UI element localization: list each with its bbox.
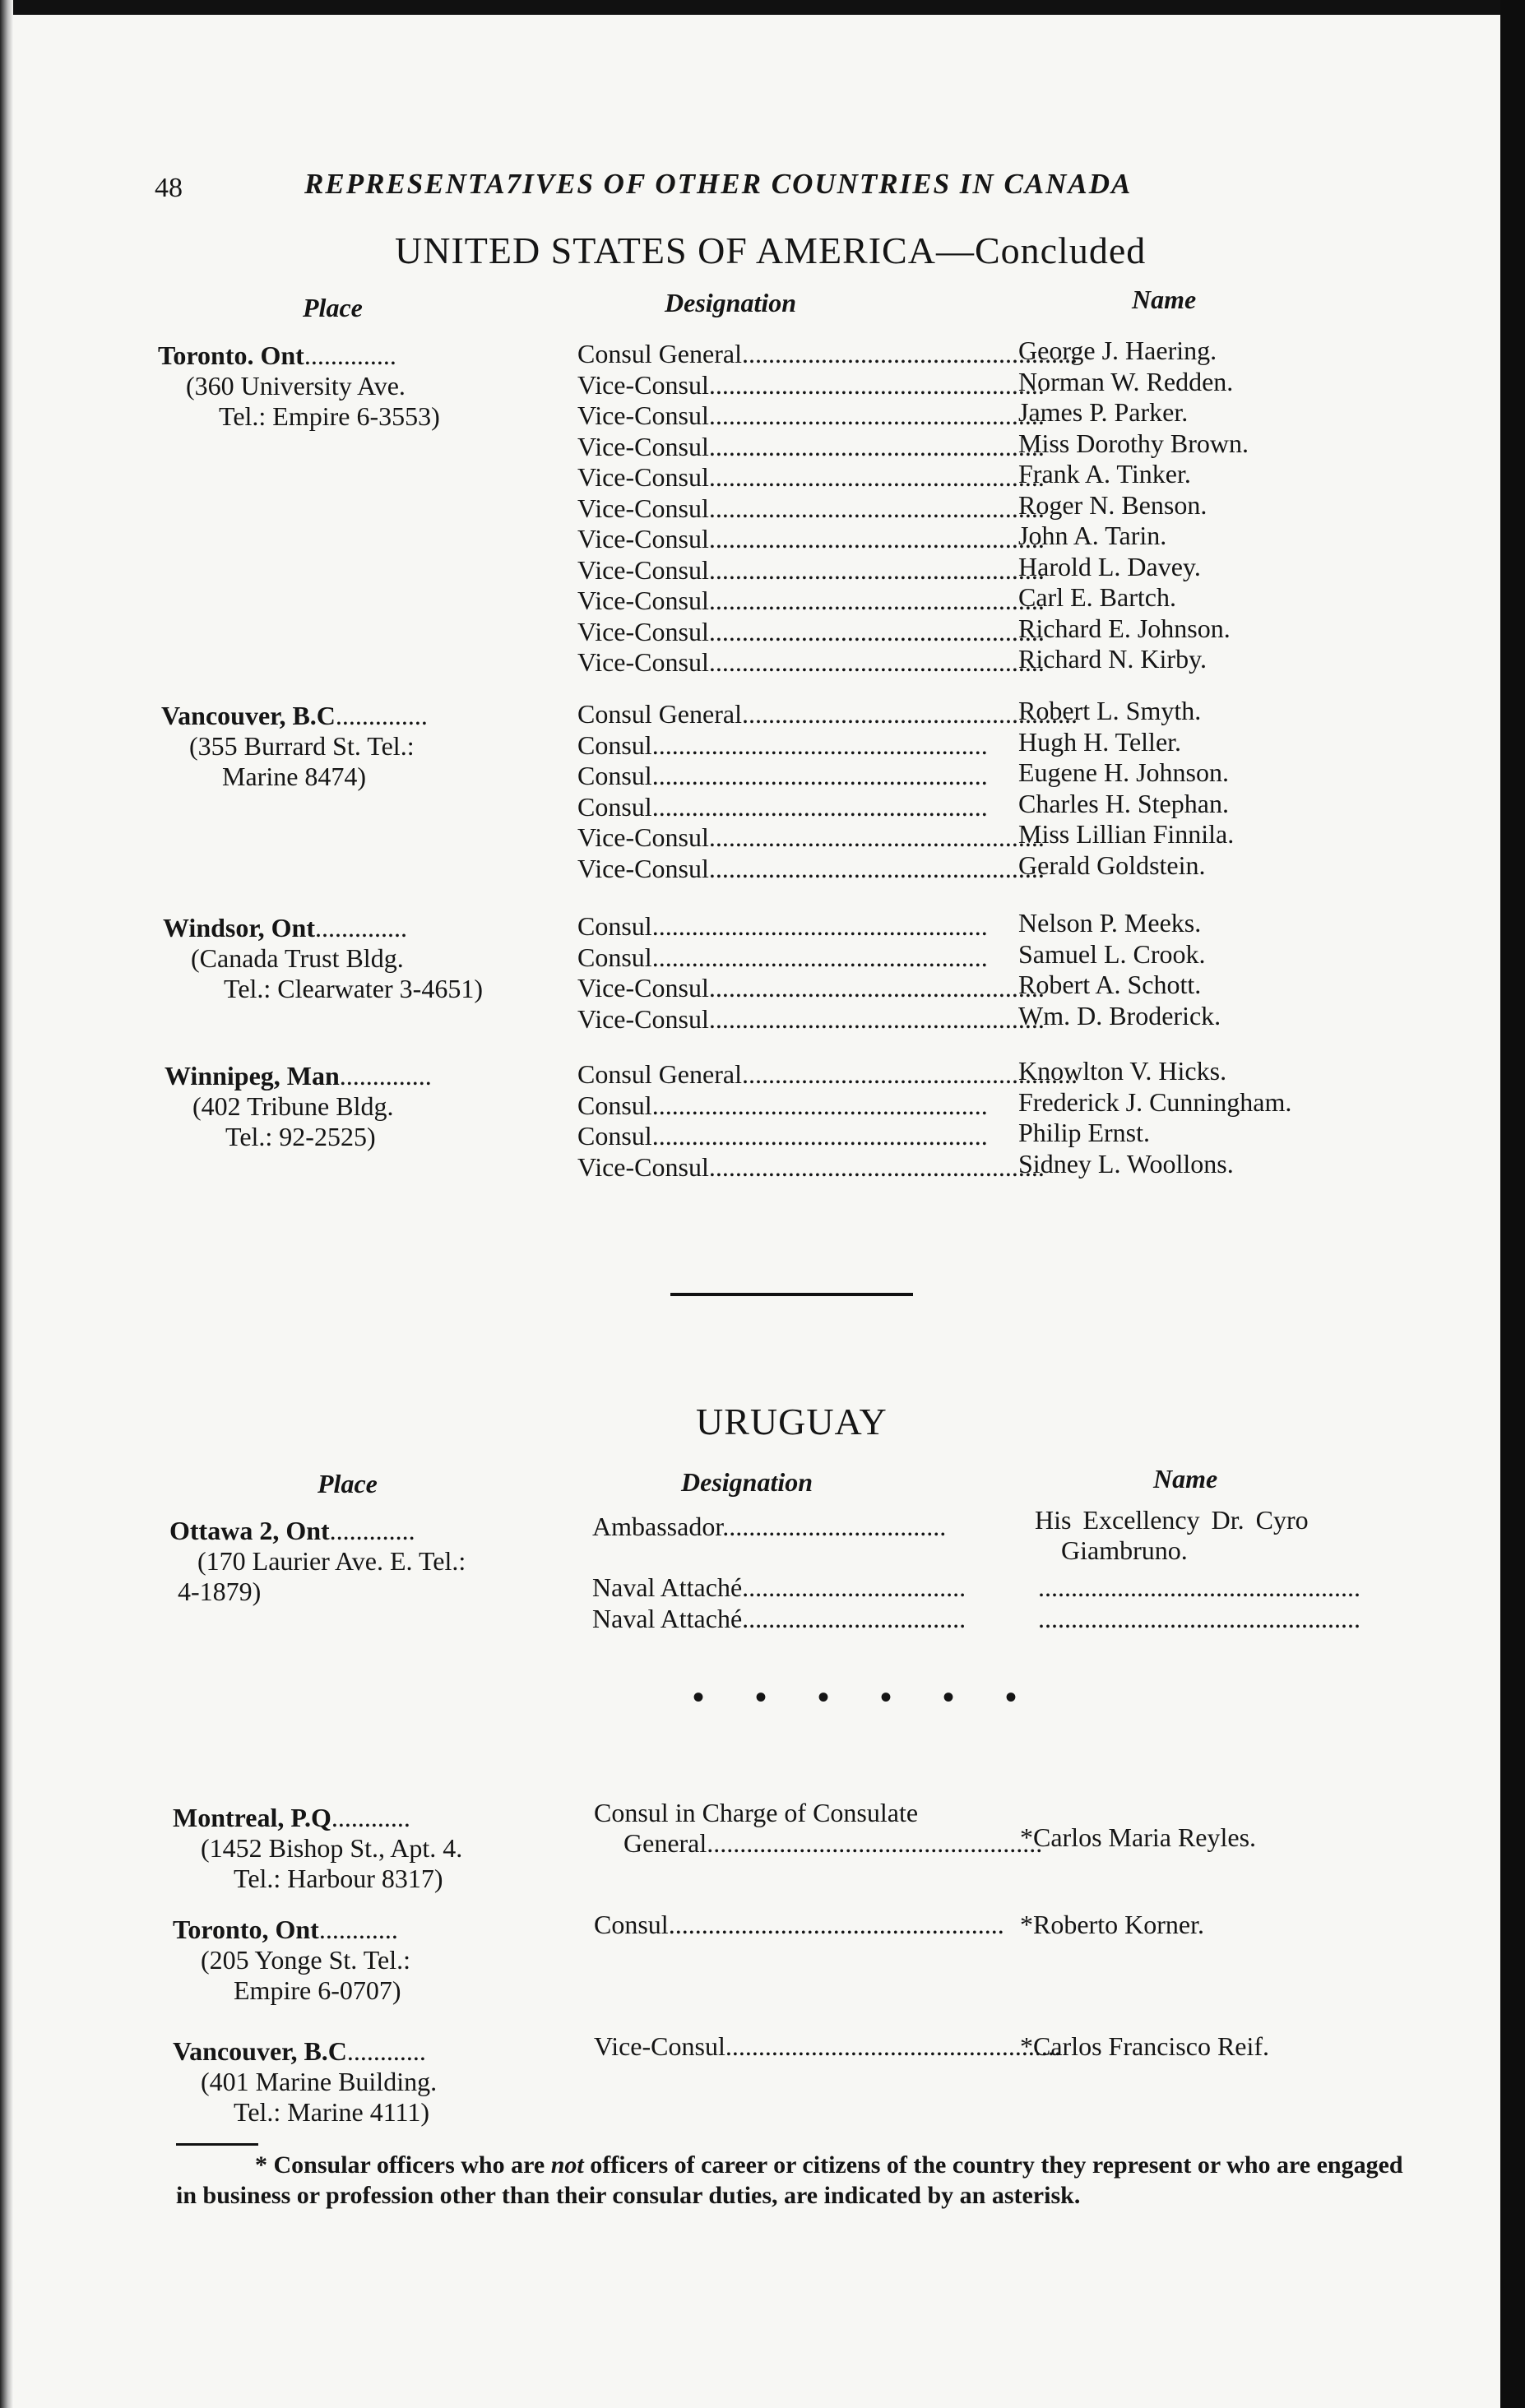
name-cell: Harold L. Davey. [1018, 551, 1201, 581]
leader-dots: ................................................... [708, 1151, 1045, 1182]
name-cell: Richard N. Kirby. [1018, 644, 1207, 674]
name-cell: Roger N. Benson. [1018, 489, 1207, 520]
designation-line [594, 1828, 1043, 1859]
name-cell: John A. Tarin. [1018, 521, 1167, 550]
uruguay-col-place: Place [318, 1469, 378, 1498]
designation-cell [577, 699, 1078, 729]
designation-cell [577, 339, 1078, 369]
address-line: Tel.: Marine 4111) [234, 2097, 429, 2127]
footnote-emphasis: not [550, 2151, 584, 2179]
designation-text: Naval Attaché [592, 1604, 743, 1633]
name-cell: Eugene H. Johnson. [1018, 757, 1229, 787]
designation-text: Consul [577, 729, 652, 760]
designation-text: Vice-Consul [577, 647, 709, 677]
designation-text: Vice-Consul [577, 524, 709, 553]
name-cell: James P. Parker. [1018, 397, 1189, 427]
place-line [158, 340, 553, 371]
usa-col-name: Name [1132, 285, 1197, 314]
place-line [161, 701, 556, 731]
designation-cell [577, 493, 1045, 524]
running-title: REPRESENTA7IVES OF OTHER COUNTRIES IN CANADA [304, 168, 1133, 200]
designation-text: Vice-Consul [577, 973, 709, 1003]
name-cell: Sidney L. Woollons. [1018, 1148, 1234, 1179]
leader-dots: ................................................... [741, 699, 1078, 729]
leader-dots: ................................................... [708, 853, 1045, 883]
leader-dots: ................................................... [741, 1059, 1078, 1089]
name-vacant: ................................................. [1038, 1604, 1360, 1633]
address-line: (170 Laurier Ave. E. Tel.: [197, 1546, 466, 1576]
leader-dots: ................................................... [668, 1910, 1004, 1939]
leader-dots: ............ [331, 1803, 410, 1832]
place-entry [161, 701, 556, 792]
name-cell: Gerald Goldstein. [1018, 850, 1206, 880]
name-cell: Robert A. Schott. [1018, 970, 1202, 999]
address-line: Tel.: 92-2525) [225, 1122, 376, 1151]
leader-dots: ................................................... [708, 1003, 1045, 1034]
consulate-place [173, 1803, 568, 1894]
designation-cell [577, 554, 1045, 586]
leader-dots: ................................................... [725, 2031, 1061, 2061]
leader-dots: ................................................... [708, 524, 1045, 553]
name-cell: George J. Haering. [1018, 336, 1217, 365]
footnote-rule [176, 2143, 258, 2146]
usa-col-place: Place [303, 293, 363, 322]
designation-cell [577, 1121, 988, 1151]
address-line: Tel.: Clearwater 3-4651) [224, 974, 483, 1003]
designation-text: Consul General [577, 699, 742, 729]
leader-dots: ................................................... [651, 1121, 988, 1151]
leader-dots: ................................................... [651, 942, 988, 972]
leader-dots: ................................................... [708, 647, 1045, 677]
designation-text: Consul General [577, 1059, 742, 1089]
footnote-text-after: officers of career or citizens of the country they represent or who are engaged in business or profession other than their consular duties, are indicated by an asterisk. [176, 2151, 1403, 2209]
designation-text: Consul [594, 1910, 669, 1939]
place-line [173, 1803, 568, 1833]
designation-text: Consul General [577, 339, 742, 368]
place-name: Vancouver, B.C [161, 701, 336, 730]
designation-text: Vice-Consul [577, 431, 709, 461]
place-name: Winnipeg, Man [165, 1061, 340, 1091]
address-line: (402 Tribune Bldg. [192, 1091, 394, 1121]
page-number: 48 [155, 173, 183, 203]
name-cell: Samuel L. Crook. [1018, 938, 1206, 969]
place-name: Montreal, P.Q [173, 1803, 331, 1832]
dot-separator: • • • • • • [693, 1679, 1039, 1716]
uruguay-col-name: Name [1153, 1464, 1218, 1493]
leader-dots: .................................. [722, 1512, 947, 1541]
name-vacant: ................................................. [1038, 1572, 1360, 1602]
designation-text: Consul [577, 942, 652, 972]
consulate-place [173, 2036, 568, 2128]
name-text: Giambruno. [1061, 1535, 1188, 1565]
leader-dots: .............. [339, 1061, 432, 1091]
name-cell: Norman W. Redden. [1018, 366, 1234, 396]
name-cell: Charles H. Stephan. [1018, 788, 1229, 818]
designation-cell [577, 616, 1045, 647]
leader-dots: ................................................... [708, 369, 1045, 400]
name-cell: *Carlos Francisco Reif. [1020, 2031, 1270, 2061]
leader-dots: .............. [314, 913, 407, 942]
leader-dots: ................................................... [708, 616, 1045, 646]
address-line: Tel.: Empire 6-3553) [219, 401, 440, 431]
leader-dots: .................................. [742, 1604, 966, 1633]
leader-dots: ................................................... [741, 339, 1078, 368]
designation-cell [592, 1604, 999, 1634]
designation-text: Consul [577, 1090, 652, 1120]
designation-line [594, 2031, 1061, 2062]
uruguay-col-designation: Designation [681, 1467, 813, 1497]
designation-text: Vice-Consul [577, 462, 709, 492]
leader-dots: ................................................... [651, 729, 988, 760]
leader-dots: ............ [346, 2036, 426, 2066]
designation-cell [577, 1090, 988, 1121]
section-divider [670, 1293, 913, 1296]
address-line: Tel.: Harbour 8317) [234, 1864, 443, 1893]
leader-dots: ................................................... [708, 822, 1045, 852]
designation-cell [594, 1798, 1043, 1859]
footnote-marker: * [255, 2151, 267, 2179]
designation-line [594, 1910, 1005, 1940]
designation-cell [577, 853, 1045, 884]
leader-dots: ............ [318, 1915, 398, 1944]
name-cell: Wm. D. Broderick. [1018, 1000, 1221, 1030]
address-line: (205 Yonge St. Tel.: [201, 1945, 410, 1975]
footnote-text-before: Consular officers who are [273, 2151, 551, 2179]
name-text: His Excellency Dr. Cyro [1035, 1505, 1309, 1535]
leader-dots: ............. [329, 1516, 415, 1545]
scan-edge-right [1500, 0, 1525, 2408]
name-cell: *Carlos Maria Reyles. [1020, 1822, 1257, 1852]
usa-col-designation: Designation [665, 288, 797, 317]
designation-text: Vice-Consul [577, 822, 709, 852]
designation-text: Vice-Consul [577, 401, 709, 430]
consulate-place [173, 1915, 568, 2006]
name-cell: Richard E. Johnson. [1018, 613, 1231, 643]
leader-dots: ................................................... [708, 462, 1045, 492]
name-cell: Frank A. Tinker. [1018, 459, 1191, 489]
scan-edge-top [0, 0, 1525, 15]
leader-dots: ................................................... [651, 911, 988, 941]
address-line: (1452 Bishop St., Apt. 4. [201, 1833, 463, 1863]
place-name: Ottawa 2, Ont [169, 1516, 330, 1545]
designation-text: Vice-Consul [577, 554, 709, 585]
designation-text: Naval Attaché [592, 1572, 743, 1602]
designation-text: General [623, 1828, 707, 1858]
name-cell: Carl E. Bartch. [1018, 582, 1176, 612]
leader-dots: ................................................... [708, 431, 1045, 461]
leader-dots: ................................................... [708, 493, 1045, 523]
designation-text: Vice-Consul [577, 853, 709, 883]
name-cell: Knowlton V. Hicks. [1018, 1056, 1227, 1086]
leader-dots: ................................................... [651, 1090, 988, 1120]
leader-dots: ................................................... [708, 973, 1045, 1003]
designation-cell [577, 911, 988, 942]
name-cell: Miss Dorothy Brown. [1018, 428, 1249, 458]
usa-section-title: UNITED STATES OF AMERICA—Concluded [395, 229, 1147, 271]
designation-cell [592, 1512, 999, 1542]
designation-text: Consul [577, 761, 652, 790]
place-entry [158, 340, 553, 432]
address-line: (360 University Ave. [186, 371, 406, 401]
place-name: Toronto, Ont [173, 1915, 319, 1944]
designation-text: Vice-Consul [577, 369, 709, 400]
designation-text: Consul [577, 911, 652, 941]
designation-cell [577, 791, 988, 822]
designation-cell [577, 431, 1045, 462]
designation-cell [577, 369, 1045, 401]
name-cell: Frederick J. Cunningham. [1018, 1086, 1292, 1117]
designation-text: Vice-Consul [577, 586, 709, 615]
name-cell: Robert L. Smyth. [1018, 696, 1202, 725]
place-line [163, 913, 558, 943]
uruguay-section-title: URUGUAY [696, 1401, 888, 1442]
designation-cell [594, 2031, 1061, 2062]
designation-cell [592, 1572, 999, 1603]
address-line: Empire 6-0707) [234, 1975, 401, 2005]
designation-cell [577, 729, 988, 761]
place-line [173, 2036, 568, 2067]
designation-cell [594, 1910, 1005, 1940]
name-cell: Philip Ernst. [1018, 1118, 1151, 1147]
designation-cell [577, 973, 1045, 1003]
leader-dots: ................................................... [651, 791, 988, 822]
leader-dots: .................................. [742, 1572, 966, 1602]
designation-cell [577, 1059, 1078, 1090]
designation-cell [577, 401, 1045, 431]
place-line [165, 1061, 559, 1091]
designation-text: Vice-Consul [594, 2031, 725, 2061]
designation-cell [577, 822, 1045, 853]
designation-cell [577, 1151, 1045, 1183]
designation-text: Vice-Consul [577, 493, 709, 523]
designation-cell [577, 647, 1045, 678]
address-line: Marine 8474) [222, 762, 367, 791]
place-name: Toronto. Ont [158, 340, 304, 370]
leader-dots: ................................................... [651, 761, 988, 790]
address-line: 4-1879) [178, 1577, 262, 1606]
designation-cell [577, 462, 1045, 493]
footnote [176, 2150, 1426, 2211]
name-cell: Hugh H. Teller. [1018, 726, 1182, 757]
designation-text: Vice-Consul [577, 616, 709, 646]
address-line: (355 Burrard St. Tel.: [189, 731, 415, 761]
designation-text: Vice-Consul [577, 1003, 709, 1034]
designation-text: Consul in Charge of Consulate [594, 1798, 919, 1827]
leader-dots: ................................................... [707, 1828, 1043, 1858]
scan-edge-left [0, 0, 13, 2408]
leader-dots: .............. [304, 340, 396, 370]
address-line: (401 Marine Building. [201, 2067, 438, 2096]
leader-dots: ................................................... [708, 554, 1045, 585]
name-cell [1035, 1505, 1421, 1566]
designation-text: Consul [577, 791, 652, 822]
designation-text: Consul [577, 1121, 652, 1151]
uruguay-embassy-place [169, 1516, 564, 1607]
leader-dots: .............. [335, 701, 428, 730]
place-name: Vancouver, B.C [173, 2036, 347, 2066]
designation-text: Vice-Consul [577, 1151, 709, 1182]
name-cell: *Roberto Korner. [1020, 1910, 1204, 1939]
designation-cell [577, 586, 1045, 616]
name-cell: Nelson P. Meeks. [1018, 908, 1202, 938]
address-line: (Canada Trust Bldg. [191, 943, 404, 973]
place-name: Windsor, Ont [163, 913, 315, 942]
place-entry [165, 1061, 559, 1152]
name-cell: Miss Lillian Finnila. [1018, 819, 1235, 849]
designation-cell [577, 524, 1045, 554]
leader-dots: ................................................... [708, 401, 1045, 430]
place-entry [163, 913, 558, 1004]
place-line [173, 1915, 568, 1945]
leader-dots: ................................................... [708, 586, 1045, 615]
designation-cell [577, 1003, 1045, 1035]
designation-cell [577, 761, 988, 791]
designation-text: Ambassador [592, 1512, 723, 1541]
designation-cell [577, 942, 988, 973]
